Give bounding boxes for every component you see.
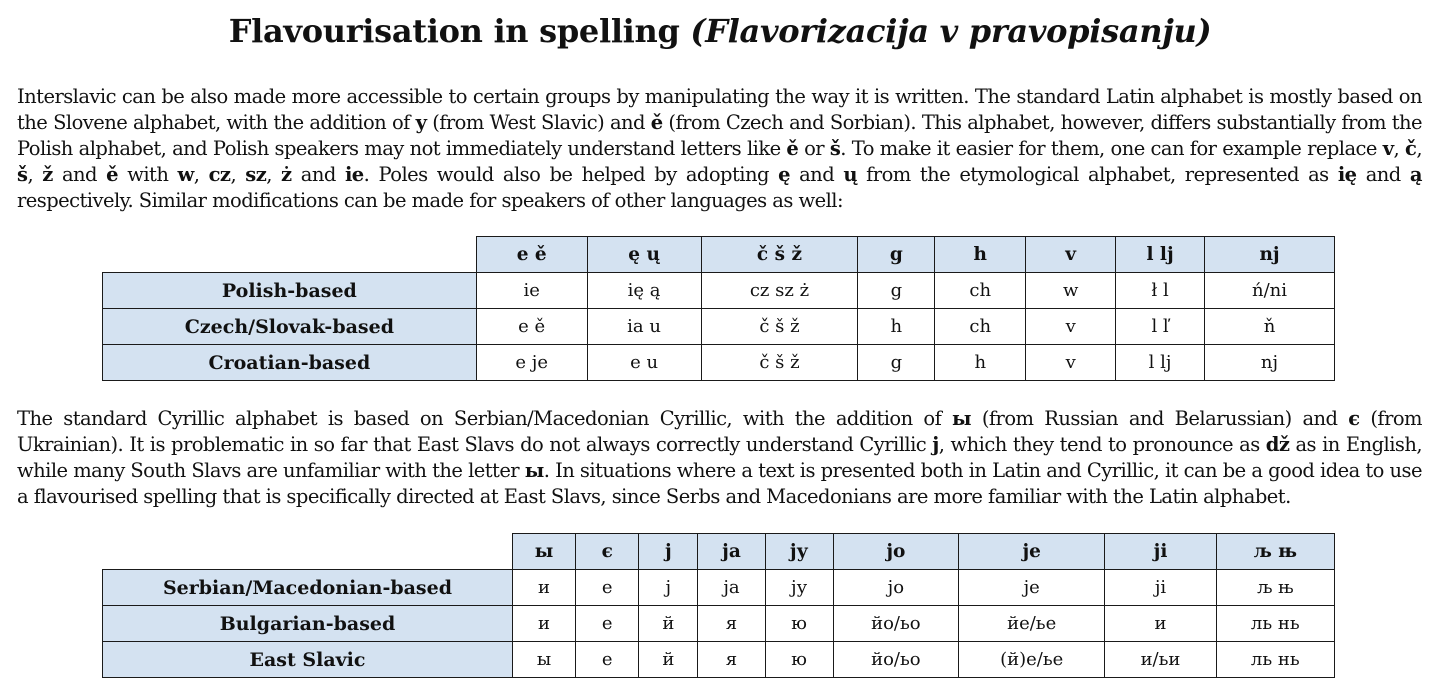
column-header: nj	[1205, 237, 1335, 273]
table-cell: я	[698, 606, 765, 642]
column-header: ју	[765, 534, 833, 570]
column-header: g	[858, 237, 935, 273]
column-header: h	[935, 237, 1026, 273]
table-cell: ię ą	[587, 273, 701, 309]
table-cell: ју	[765, 570, 833, 606]
column-header: č š ž	[701, 237, 858, 273]
table-row	[103, 642, 1335, 678]
row-label: Czech/Slovak-based	[103, 309, 477, 345]
column-header: ј	[639, 534, 698, 570]
table-cell: l ľ	[1116, 309, 1205, 345]
table-cell: g	[858, 273, 935, 309]
column-header: l lj	[1116, 237, 1205, 273]
table-cell: ł l	[1116, 273, 1205, 309]
table-cell: cz sz ż	[701, 273, 858, 309]
table-cell: ль нь	[1216, 642, 1334, 678]
row-label: Bulgarian-based	[103, 606, 513, 642]
table-cell: е	[576, 570, 639, 606]
table-row	[103, 309, 1335, 345]
table-cell: ia u	[587, 309, 701, 345]
column-header: јі	[1105, 534, 1216, 570]
table-cell: е	[576, 642, 639, 678]
table-header-row	[103, 237, 1335, 273]
table-cell: и/ьи	[1105, 642, 1216, 678]
table-cell: ie	[476, 273, 587, 309]
table-cell: й	[639, 606, 698, 642]
table-cell: ň	[1205, 309, 1335, 345]
column-header: ę ų	[587, 237, 701, 273]
table-row	[103, 345, 1335, 381]
table-cell: ch	[935, 309, 1026, 345]
table-cell: ы	[512, 642, 575, 678]
cyrillic-paragraph: The standard Cyrillic alphabet is based on Serbian/Macedonian Cyrillic, with the addition of ы (from Russian and Belarussian) and є (from Ukrainian). It is problematic in so far that East Slavs do not always correctly understand Cyrillic ј, which they tend to pronounce as dž as in English, while many South Slavs are unfamiliar with the letter ы. In situations where a text is presented both in Latin and Cyrillic, it can be a good idea to use a flavourised spelling that is specifically directed at East Slavs, since Serbs and Macedonians are more familiar with the Latin alphabet.	[17, 407, 1423, 508]
table-cell: ј	[639, 570, 698, 606]
row-label: Polish-based	[103, 273, 477, 309]
column-header: јо	[833, 534, 958, 570]
table-cell: је	[959, 570, 1105, 606]
row-label: Croatian-based	[103, 345, 477, 381]
table-cell: ń/ni	[1205, 273, 1335, 309]
column-header: је	[959, 534, 1105, 570]
page-title	[0, 12, 1440, 50]
table-cell: č š ž	[701, 309, 858, 345]
table-corner	[103, 534, 513, 570]
row-label: East Slavic	[103, 642, 513, 678]
table-cell: č š ž	[701, 345, 858, 381]
column-header: ја	[698, 534, 765, 570]
table-cell: ю	[765, 606, 833, 642]
table-cell: (й)е/ье	[959, 642, 1105, 678]
table-row	[103, 606, 1335, 642]
table-cell: h	[858, 309, 935, 345]
column-header: љ њ	[1216, 534, 1334, 570]
table-row	[103, 273, 1335, 309]
column-header: ы	[512, 534, 575, 570]
table-cell: e je	[476, 345, 587, 381]
column-header: v	[1026, 237, 1116, 273]
table-cell: я	[698, 642, 765, 678]
latin-flavourisation-table	[102, 236, 1335, 381]
column-header: є	[576, 534, 639, 570]
table-cell: и	[1105, 606, 1216, 642]
table-corner	[103, 237, 477, 273]
table-cell: йе/ье	[959, 606, 1105, 642]
table-cell: h	[935, 345, 1026, 381]
table-cell: ль нь	[1216, 606, 1334, 642]
table-cell: ch	[935, 273, 1026, 309]
title-subtitle: (Flavorizacija v pravopisanju)	[690, 12, 1212, 50]
table-cell: nj	[1205, 345, 1335, 381]
table-cell: љ њ	[1216, 570, 1334, 606]
table-cell: и	[512, 606, 575, 642]
table-cell: e u	[587, 345, 701, 381]
table-cell: w	[1026, 273, 1116, 309]
table-header-row	[103, 534, 1335, 570]
table-cell: ја	[698, 570, 765, 606]
title-main: Flavourisation in spelling	[228, 12, 680, 50]
intro-paragraph: Interslavic can be also made more accessible to certain groups by manipulating the way it is written. The standard Latin alphabet is mostly based on the Slovene alphabet, with the addition of y (from West Slavic) and ě (from Czech and Sorbian). This alphabet, however, differs substantially from the Polish alphabet, and Polish speakers may not immediately understand letters like ě or š. To make it easier for them, one can for example replace v, č, š, ž and ě with w, cz, sz, ż and ie. Poles would also be helped by adopting ę and ų from the etymological alphabet, represented as ię and ą respectively. Similar modifications can be made for speakers of other languages as well:	[17, 85, 1422, 212]
table-cell: v	[1026, 345, 1116, 381]
table-cell: v	[1026, 309, 1116, 345]
table-cell: и	[512, 570, 575, 606]
table-cell: ю	[765, 642, 833, 678]
table-cell: јі	[1105, 570, 1216, 606]
table-cell: й	[639, 642, 698, 678]
table-cell: е	[576, 606, 639, 642]
table-cell: йо/ьо	[833, 606, 958, 642]
table-cell: e ě	[476, 309, 587, 345]
table-cell: g	[858, 345, 935, 381]
table-cell: јо	[833, 570, 958, 606]
row-label: Serbian/Macedonian-based	[103, 570, 513, 606]
cyrillic-flavourisation-table	[102, 533, 1335, 678]
table-row	[103, 570, 1335, 606]
table-cell: l lj	[1116, 345, 1205, 381]
table-cell: йо/ьо	[833, 642, 958, 678]
column-header: e ě	[476, 237, 587, 273]
